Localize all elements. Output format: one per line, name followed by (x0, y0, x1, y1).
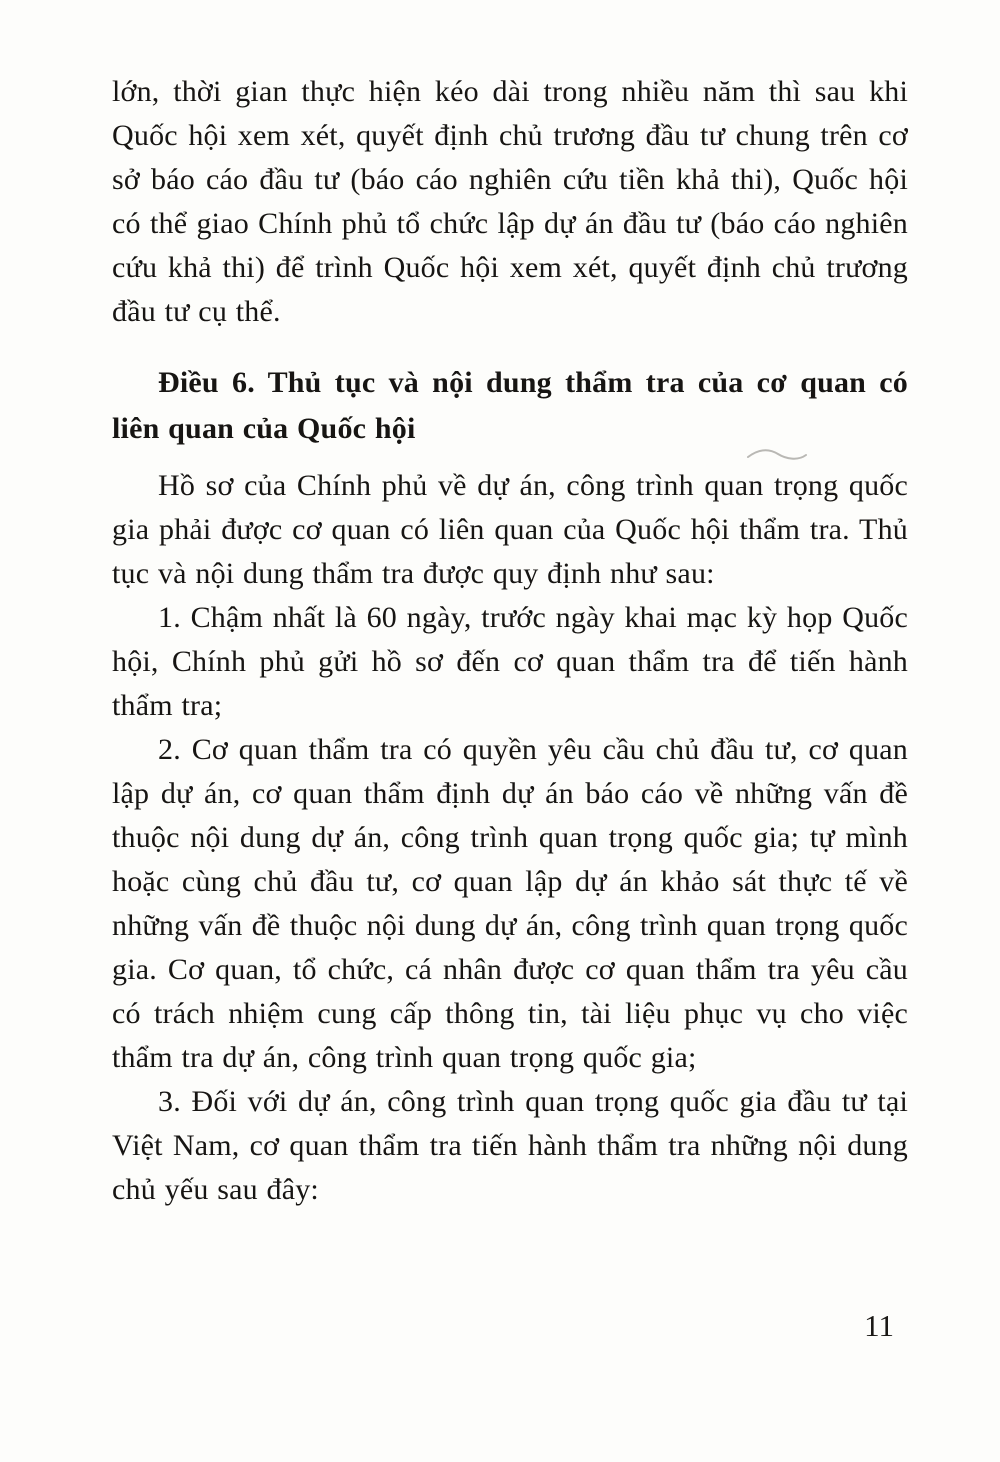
continuation-paragraph: lớn, thời gian thực hiện kéo dài trong nhiều năm thì sau khi Quốc hội xem xét, quyết định chủ trương đầu tư chung trên cơ sở báo cáo đầu tư (báo cáo nghiên cứu tiền khả thi), Quốc hội có thể giao Chính phủ tổ chức lập dự án đầu tư (báo cáo nghiên cứu khả thi) để trình Quốc hội xem xét, quyết định chủ trương đầu tư cụ thể. (112, 75, 908, 328)
list-item-2: 2. Cơ quan thẩm tra có quyền yêu cầu chủ đầu tư, cơ quan lập dự án, cơ quan thẩm định dự án báo cáo về những vấn đề thuộc nội dung dự án, công trình quan trọng quốc gia; tự mình hoặc cùng chủ đầu tư, cơ quan lập dự án khảo sát thực tế về những vấn đề thuộc nội dung dự án, công trình quan trọng quốc gia. Cơ quan, tổ chức, cá nhân được cơ quan thẩm tra yêu cầu có trách nhiệm cung cấp thông tin, tài liệu phục vụ cho việc thẩm tra dự án, công trình quan trọng quốc gia; (112, 733, 908, 1074)
list-item-3: 3. Đối với dự án, công trình quan trọng quốc gia đầu tư tại Việt Nam, cơ quan thẩm tra tiến hành thẩm tra những nội dung chủ yếu sau đây: (112, 1085, 908, 1206)
article-heading: Điều 6. Thủ tục và nội dung thẩm tra của cơ quan có liên quan của Quốc hội (112, 366, 908, 445)
list-item-1: 1. Chậm nhất là 60 ngày, trước ngày khai mạc kỳ họp Quốc hội, Chính phủ gửi hồ sơ đến cơ quan thẩm tra để tiến hành thẩm tra; (112, 601, 908, 722)
scan-artifact-mark (746, 444, 808, 466)
paragraph-intro: Hồ sơ của Chính phủ về dự án, công trình quan trọng quốc gia phải được cơ quan có liên quan của Quốc hội thẩm tra. Thủ tục và nội dung thẩm tra được quy định như sau: (112, 469, 908, 590)
page-number: 11 (864, 1308, 894, 1343)
